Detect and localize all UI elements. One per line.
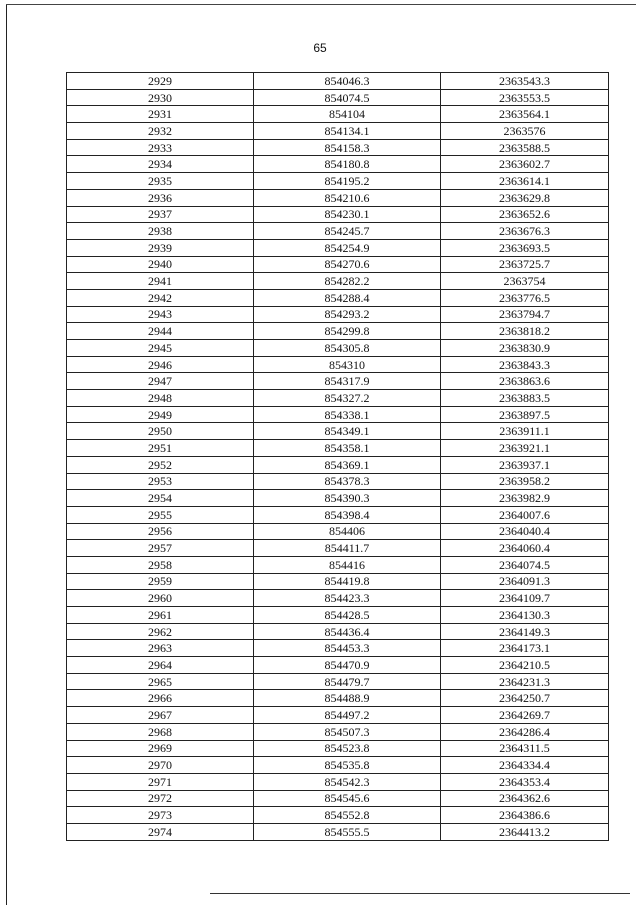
x-coordinate-cell: 854542.3 <box>254 773 441 790</box>
point-number-cell: 2968 <box>67 723 254 740</box>
x-coordinate-cell: 854390.3 <box>254 490 441 507</box>
point-number-cell: 2946 <box>67 356 254 373</box>
point-number-cell: 2942 <box>67 289 254 306</box>
y-coordinate-cell: 2363576 <box>441 123 609 140</box>
x-coordinate-cell: 854134.1 <box>254 123 441 140</box>
y-coordinate-cell: 2364074.5 <box>441 556 609 573</box>
page-number: 65 <box>313 41 327 55</box>
point-number-cell: 2954 <box>67 490 254 507</box>
y-coordinate-cell: 2363863.6 <box>441 373 609 390</box>
point-number-cell: 2934 <box>67 156 254 173</box>
coordinates-table <box>66 72 609 841</box>
table-row <box>67 740 609 757</box>
point-number-cell: 2967 <box>67 707 254 724</box>
table-row <box>67 607 609 624</box>
bottom-rule <box>210 893 630 894</box>
point-number-cell: 2940 <box>67 256 254 273</box>
x-coordinate-cell: 854305.8 <box>254 340 441 357</box>
table-row <box>67 139 609 156</box>
point-number-cell: 2958 <box>67 556 254 573</box>
x-coordinate-cell: 854507.3 <box>254 723 441 740</box>
x-coordinate-cell: 854419.8 <box>254 573 441 590</box>
table-row <box>67 390 609 407</box>
table-row <box>67 123 609 140</box>
point-number-cell: 2945 <box>67 340 254 357</box>
y-coordinate-cell: 2363564.1 <box>441 106 609 123</box>
x-coordinate-cell: 854210.6 <box>254 189 441 206</box>
table-row <box>67 256 609 273</box>
y-coordinate-cell: 2363693.5 <box>441 239 609 256</box>
table-row <box>67 673 609 690</box>
x-coordinate-cell: 854488.9 <box>254 690 441 707</box>
point-number-cell: 2948 <box>67 390 254 407</box>
table-row <box>67 590 609 607</box>
x-coordinate-cell: 854074.5 <box>254 89 441 106</box>
y-coordinate-cell: 2363830.9 <box>441 340 609 357</box>
y-coordinate-cell: 2364353.4 <box>441 773 609 790</box>
x-coordinate-cell: 854416 <box>254 556 441 573</box>
point-number-cell: 2941 <box>67 273 254 290</box>
table-row <box>67 690 609 707</box>
point-number-cell: 2930 <box>67 89 254 106</box>
scan-top-edge <box>6 4 636 5</box>
table-row <box>67 506 609 523</box>
y-coordinate-cell: 2363883.5 <box>441 390 609 407</box>
y-coordinate-cell: 2363843.3 <box>441 356 609 373</box>
y-coordinate-cell: 2364040.4 <box>441 523 609 540</box>
x-coordinate-cell: 854411.7 <box>254 540 441 557</box>
table-row <box>67 723 609 740</box>
table-row <box>67 523 609 540</box>
y-coordinate-cell: 2363982.9 <box>441 490 609 507</box>
y-coordinate-cell: 2364250.7 <box>441 690 609 707</box>
table-row <box>67 757 609 774</box>
x-coordinate-cell: 854470.9 <box>254 657 441 674</box>
y-coordinate-cell: 2363754 <box>441 273 609 290</box>
y-coordinate-cell: 2364130.3 <box>441 607 609 624</box>
y-coordinate-cell: 2364173.1 <box>441 640 609 657</box>
y-coordinate-cell: 2364091.3 <box>441 573 609 590</box>
x-coordinate-cell: 854282.2 <box>254 273 441 290</box>
table-row <box>67 73 609 90</box>
x-coordinate-cell: 854317.9 <box>254 373 441 390</box>
table-row <box>67 823 609 840</box>
table-row <box>67 623 609 640</box>
x-coordinate-cell: 854545.6 <box>254 790 441 807</box>
x-coordinate-cell: 854358.1 <box>254 440 441 457</box>
point-number-cell: 2960 <box>67 590 254 607</box>
table-row <box>67 423 609 440</box>
x-coordinate-cell: 854453.3 <box>254 640 441 657</box>
x-coordinate-cell: 854254.9 <box>254 239 441 256</box>
y-coordinate-cell: 2363652.6 <box>441 206 609 223</box>
table-row <box>67 657 609 674</box>
point-number-cell: 2951 <box>67 440 254 457</box>
point-number-cell: 2959 <box>67 573 254 590</box>
point-number-cell: 2962 <box>67 623 254 640</box>
point-number-cell: 2939 <box>67 239 254 256</box>
y-coordinate-cell: 2363629.8 <box>441 189 609 206</box>
table-row <box>67 173 609 190</box>
point-number-cell: 2936 <box>67 189 254 206</box>
y-coordinate-cell: 2364231.3 <box>441 673 609 690</box>
x-coordinate-cell: 854327.2 <box>254 390 441 407</box>
point-number-cell: 2963 <box>67 640 254 657</box>
scan-left-edge <box>6 4 7 905</box>
point-number-cell: 2943 <box>67 306 254 323</box>
x-coordinate-cell: 854245.7 <box>254 223 441 240</box>
table-row <box>67 373 609 390</box>
y-coordinate-cell: 2364149.3 <box>441 623 609 640</box>
point-number-cell: 2944 <box>67 323 254 340</box>
table-row <box>67 773 609 790</box>
x-coordinate-cell: 854195.2 <box>254 173 441 190</box>
table-row <box>67 239 609 256</box>
x-coordinate-cell: 854104 <box>254 106 441 123</box>
x-coordinate-cell: 854180.8 <box>254 156 441 173</box>
table-row <box>67 189 609 206</box>
y-coordinate-cell: 2363553.5 <box>441 89 609 106</box>
table-row <box>67 490 609 507</box>
y-coordinate-cell: 2364060.4 <box>441 540 609 557</box>
y-coordinate-cell: 2363676.3 <box>441 223 609 240</box>
table-row <box>67 790 609 807</box>
table-row <box>67 807 609 824</box>
x-coordinate-cell: 854398.4 <box>254 506 441 523</box>
table-row <box>67 707 609 724</box>
table-row <box>67 89 609 106</box>
y-coordinate-cell: 2363911.1 <box>441 423 609 440</box>
table-row <box>67 456 609 473</box>
x-coordinate-cell: 854046.3 <box>254 73 441 90</box>
table-row <box>67 206 609 223</box>
point-number-cell: 2956 <box>67 523 254 540</box>
x-coordinate-cell: 854436.4 <box>254 623 441 640</box>
y-coordinate-cell: 2364334.4 <box>441 757 609 774</box>
y-coordinate-cell: 2364362.6 <box>441 790 609 807</box>
table-row <box>67 223 609 240</box>
y-coordinate-cell: 2363958.2 <box>441 473 609 490</box>
y-coordinate-cell: 2363602.7 <box>441 156 609 173</box>
y-coordinate-cell: 2363937.1 <box>441 456 609 473</box>
table-row <box>67 356 609 373</box>
y-coordinate-cell: 2364210.5 <box>441 657 609 674</box>
table-row <box>67 273 609 290</box>
table-row <box>67 440 609 457</box>
point-number-cell: 2972 <box>67 790 254 807</box>
x-coordinate-cell: 854479.7 <box>254 673 441 690</box>
y-coordinate-cell: 2364311.5 <box>441 740 609 757</box>
x-coordinate-cell: 854349.1 <box>254 423 441 440</box>
point-number-cell: 2950 <box>67 423 254 440</box>
table-row <box>67 156 609 173</box>
x-coordinate-cell: 854369.1 <box>254 456 441 473</box>
y-coordinate-cell: 2363921.1 <box>441 440 609 457</box>
x-coordinate-cell: 854293.2 <box>254 306 441 323</box>
point-number-cell: 2964 <box>67 657 254 674</box>
table-row <box>67 556 609 573</box>
point-number-cell: 2935 <box>67 173 254 190</box>
x-coordinate-cell: 854406 <box>254 523 441 540</box>
point-number-cell: 2938 <box>67 223 254 240</box>
x-coordinate-cell: 854338.1 <box>254 406 441 423</box>
y-coordinate-cell: 2364109.7 <box>441 590 609 607</box>
x-coordinate-cell: 854535.8 <box>254 757 441 774</box>
y-coordinate-cell: 2363794.7 <box>441 306 609 323</box>
table-row <box>67 340 609 357</box>
x-coordinate-cell: 854288.4 <box>254 289 441 306</box>
point-number-cell: 2974 <box>67 823 254 840</box>
point-number-cell: 2952 <box>67 456 254 473</box>
point-number-cell: 2957 <box>67 540 254 557</box>
point-number-cell: 2932 <box>67 123 254 140</box>
x-coordinate-cell: 854378.3 <box>254 473 441 490</box>
y-coordinate-cell: 2364007.6 <box>441 506 609 523</box>
y-coordinate-cell: 2364286.4 <box>441 723 609 740</box>
y-coordinate-cell: 2363897.5 <box>441 406 609 423</box>
table-row <box>67 406 609 423</box>
x-coordinate-cell: 854299.8 <box>254 323 441 340</box>
point-number-cell: 2929 <box>67 73 254 90</box>
point-number-cell: 2969 <box>67 740 254 757</box>
point-number-cell: 2933 <box>67 139 254 156</box>
table-row <box>67 573 609 590</box>
x-coordinate-cell: 854310 <box>254 356 441 373</box>
table-row <box>67 640 609 657</box>
y-coordinate-cell: 2364269.7 <box>441 707 609 724</box>
x-coordinate-cell: 854423.3 <box>254 590 441 607</box>
y-coordinate-cell: 2363588.5 <box>441 139 609 156</box>
point-number-cell: 2973 <box>67 807 254 824</box>
x-coordinate-cell: 854428.5 <box>254 607 441 624</box>
point-number-cell: 2966 <box>67 690 254 707</box>
x-coordinate-cell: 854555.5 <box>254 823 441 840</box>
point-number-cell: 2949 <box>67 406 254 423</box>
y-coordinate-cell: 2364413.2 <box>441 823 609 840</box>
table-row <box>67 289 609 306</box>
y-coordinate-cell: 2363818.2 <box>441 323 609 340</box>
point-number-cell: 2965 <box>67 673 254 690</box>
table-row <box>67 106 609 123</box>
y-coordinate-cell: 2363543.3 <box>441 73 609 90</box>
point-number-cell: 2953 <box>67 473 254 490</box>
point-number-cell: 2937 <box>67 206 254 223</box>
y-coordinate-cell: 2363725.7 <box>441 256 609 273</box>
table-row <box>67 306 609 323</box>
table-row <box>67 540 609 557</box>
x-coordinate-cell: 854230.1 <box>254 206 441 223</box>
y-coordinate-cell: 2363776.5 <box>441 289 609 306</box>
table-body <box>67 73 609 841</box>
x-coordinate-cell: 854497.2 <box>254 707 441 724</box>
table-row <box>67 473 609 490</box>
point-number-cell: 2947 <box>67 373 254 390</box>
x-coordinate-cell: 854523.8 <box>254 740 441 757</box>
y-coordinate-cell: 2364386.6 <box>441 807 609 824</box>
x-coordinate-cell: 854552.8 <box>254 807 441 824</box>
point-number-cell: 2931 <box>67 106 254 123</box>
point-number-cell: 2971 <box>67 773 254 790</box>
point-number-cell: 2970 <box>67 757 254 774</box>
table-row <box>67 323 609 340</box>
point-number-cell: 2961 <box>67 607 254 624</box>
point-number-cell: 2955 <box>67 506 254 523</box>
x-coordinate-cell: 854158.3 <box>254 139 441 156</box>
y-coordinate-cell: 2363614.1 <box>441 173 609 190</box>
x-coordinate-cell: 854270.6 <box>254 256 441 273</box>
